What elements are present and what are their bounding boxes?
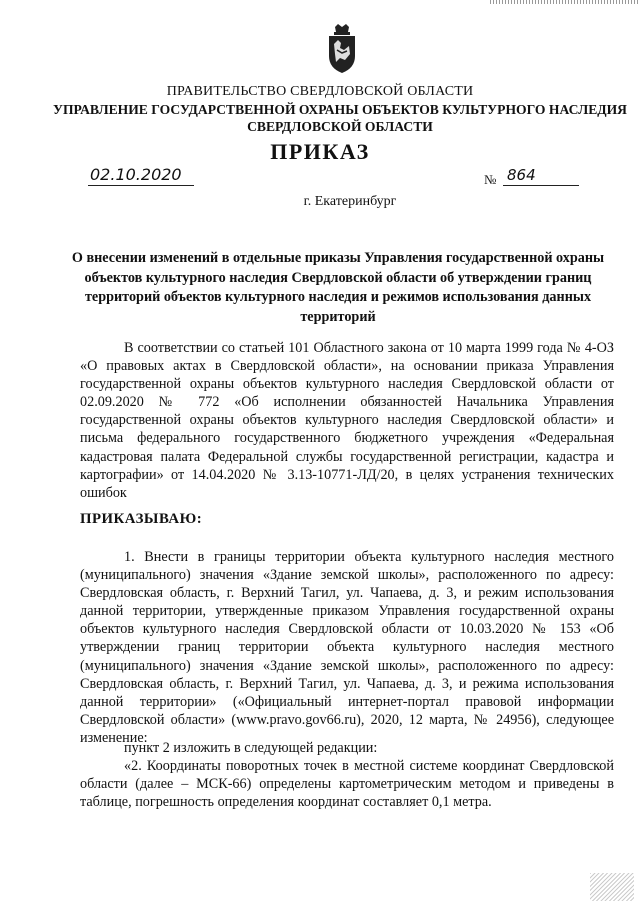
order-date: 02.10.2020 [88, 165, 194, 186]
document-title: ПРИКАЗ [270, 139, 370, 164]
order-number: 864 [503, 165, 579, 186]
scan-artifact-top [490, 0, 640, 4]
department-name: УПРАВЛЕНИЕ ГОСУДАРСТВЕННОЙ ОХРАНЫ ОБЪЕКТОВ КУЛЬТУРНОГО НАСЛЕДИЯ СВЕРДЛОВСКОЙ ОБЛАСТИ [52, 102, 628, 134]
preamble-paragraph: В соответствии со статьей 101 Областного закона от 10 марта 1999 года № 4-ОЗ «О правовых актах в Свердловской области», на основании приказа Управления государственной охраны объектов культурного наследия Свердловской области от 02.09.2020 № 772 «Об исполнении обязанностей Начальника Управления государственной охраны объектов культурного наследия Свердловской области» и письма федерального государственного бюджетного учреждения «Федеральная кадастровая палата Федеральной службы государственной регистрации, кадастра и картографии» от 14.04.2020 № 3.13-10771-ЛД/20, в целях устранения технических ошибок [80, 340, 614, 501]
scan-artifact-bottom [590, 873, 634, 901]
order-word: ПРИКАЗЫВАЮ: [80, 511, 203, 527]
item-1-quote: «2. Координаты поворотных точек в местной системе координат Свердловской области (далее – МСК-66) определены картометрическим методом и приведены в таблице, погрешность определения координат составляет 0,1 метра. [80, 758, 614, 811]
item-1-subparagraph: пункт 2 изложить в следующей редакции: [124, 740, 378, 756]
government-name: ПРАВИТЕЛЬСТВО СВЕРДЛОВСКОЙ ОБЛАСТИ [166, 84, 474, 99]
coat-of-arms-icon [325, 24, 359, 74]
city: г. Екатеринбург [303, 194, 397, 209]
number-label: № [484, 172, 497, 187]
item-1-paragraph: 1. Внести в границы территории объекта культурного наследия местного (муниципального) значения «Здание земской школы», расположенного по адресу: Свердловская область, г. Верхний Тагил, ул. Чапаева, д. 3, и режим использования данной территории, утвержденные приказом Управления государственной охраны объектов культурного наследия Свердловской области от 10.03.2020 № 153 «Об утверждении границ территории объекта культурного наследия местного (муниципального) значения «Здание земской школы», расположенного по адресу: Свердловская область, г. Верхний Тагил, ул. Чапаева, д. 3, и режима использования данной территории» («Официальный интернет-портал правовой информации Свердловской области» (www.pravo.gov66.ru), 2020, 12 марта, № 24956), следующее изменение: [80, 549, 614, 746]
order-subject: О внесении изменений в отдельные приказы Управления государственной охраны объектов культурного наследия Свердловской области об утверждении границ территорий объектов культурного наследия и режимов использования данных территорий [71, 250, 605, 325]
